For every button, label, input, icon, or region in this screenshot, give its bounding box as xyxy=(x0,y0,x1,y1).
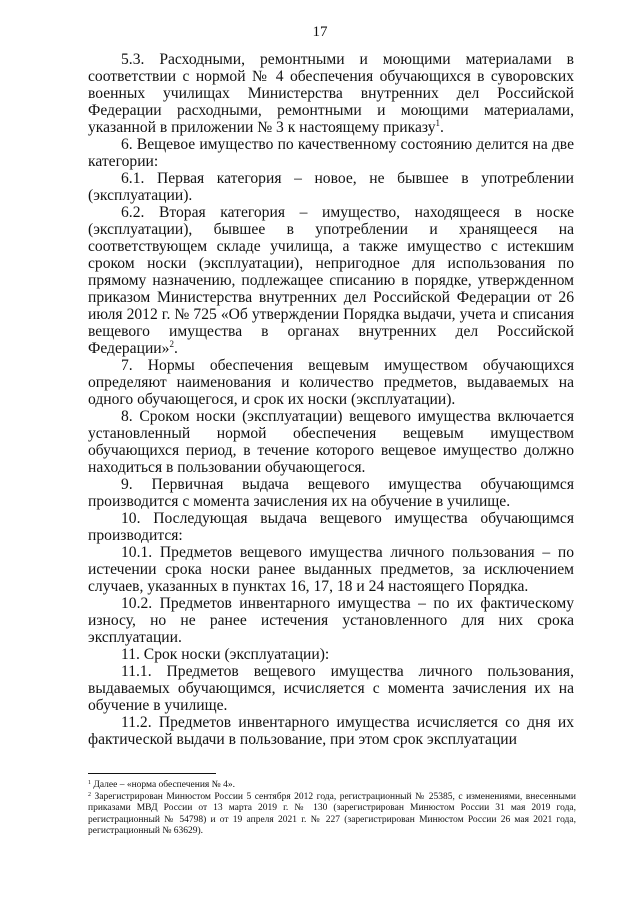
footnote-divider xyxy=(88,773,216,774)
paragraph-9: 9. Первичная выдача вещевого имущества обучающимся производится с момента зачисления их на обучение в училище. xyxy=(88,476,574,510)
paragraph-11-2: 11.2. Предметов инвентарного имущества исчисляется со дня их фактической выдачи в пользование, при этом срок эксплуатации xyxy=(88,714,574,748)
footnote-1: $^1$ Далее – «норма обеспечения № 4». xyxy=(88,780,235,790)
footnote-2: $^2$ Зарегистрирован Минюстом России 5 сентября 2012 года, регистрационный № 25385, с изменениями, внесенными приказами МВД России от 13 марта 2019 г. № 130 (зарегистрирован Минюстом России 31 мая 2019 года, регистрационный № 54798) и от 19 апреля 2021 г. № 227 (зарегистрирован Минюстом России 26 мая 2021 года, регистрационный № 63629). xyxy=(88,791,576,836)
paragraph-10-2: 10.2. Предметов инвентарного имущества – по их фактическому износу, но не ранее истечения установленного для них срока эксплуатации. xyxy=(88,595,574,646)
paragraph-8: 8. Сроком носки (эксплуатации) вещевого имущества включается установленный нормой обеспечения вещевым имуществом обучающихся период, в течение которого вещевое имущество должно находиться в пользовании обучающегося. xyxy=(88,408,574,476)
paragraph-6-1: 6.1. Первая категория – новое, не бывшее в употреблении (эксплуатации). xyxy=(88,170,574,204)
paragraph-10: 10. Последующая выдача вещевого имущества обучающимся производится: xyxy=(88,510,574,544)
page-number: 17 xyxy=(312,24,328,40)
paragraph-6-2: 6.2. Вторая категория – имущество, находящееся в носке (эксплуатации), бывшее в употреблении и хранящееся на соответствующем складе училища, а также имущество с истекшим сроком носки (эксплуатации), непригодное для использования по прямому назначению, подлежащее списанию в порядке, утвержденном приказом Министерства внутренних дел Российской Федерации от 26 июля 2012 г. № 725 «Об утверждении Порядка выдачи, учета и списания вещевого имущества в органах внутренних дел Российской Федерации»$^2$. xyxy=(88,204,574,357)
footnote-ref-2: 2 xyxy=(169,339,174,349)
paragraph-11-1: 11.1. Предметов вещевого имущества личного пользования, выдаваемых обучающимся, исчисляется с момента зачисления их на обучение в училище. xyxy=(88,663,574,714)
paragraph-10-1: 10.1. Предметов вещевого имущества личного пользования – по истечении срока носки ранее выданных предметов, за исключением случаев, указанных в пунктах 16, 17, 18 и 24 настоящего Порядка. xyxy=(88,544,574,595)
footnote-ref-1: 1 xyxy=(435,118,441,128)
paragraph-7: 7. Нормы обеспечения вещевым имуществом обучающихся определяют наименования и количество предметов, выдаваемых на одного обучающегося, и срок их носки (эксплуатации). xyxy=(88,357,574,408)
footnotes xyxy=(88,780,576,838)
document-body xyxy=(88,51,574,748)
paragraph-11: 11. Срок носки (эксплуатации): xyxy=(121,646,330,663)
paragraph-6: 6. Вещевое имущество по качественному состоянию делится на две категории: xyxy=(88,136,574,170)
paragraph-5-3: 5.3. Расходными, ремонтными и моющими материалами в соответствии с нормой № 4 обеспечения обучающихся в суворовских военных училищах Министерства внутренних дел Российской Федерации расходными, ремонтными и моющими материалами, указанной в приложении № 3 к настоящему приказу$^1$. xyxy=(88,51,574,136)
